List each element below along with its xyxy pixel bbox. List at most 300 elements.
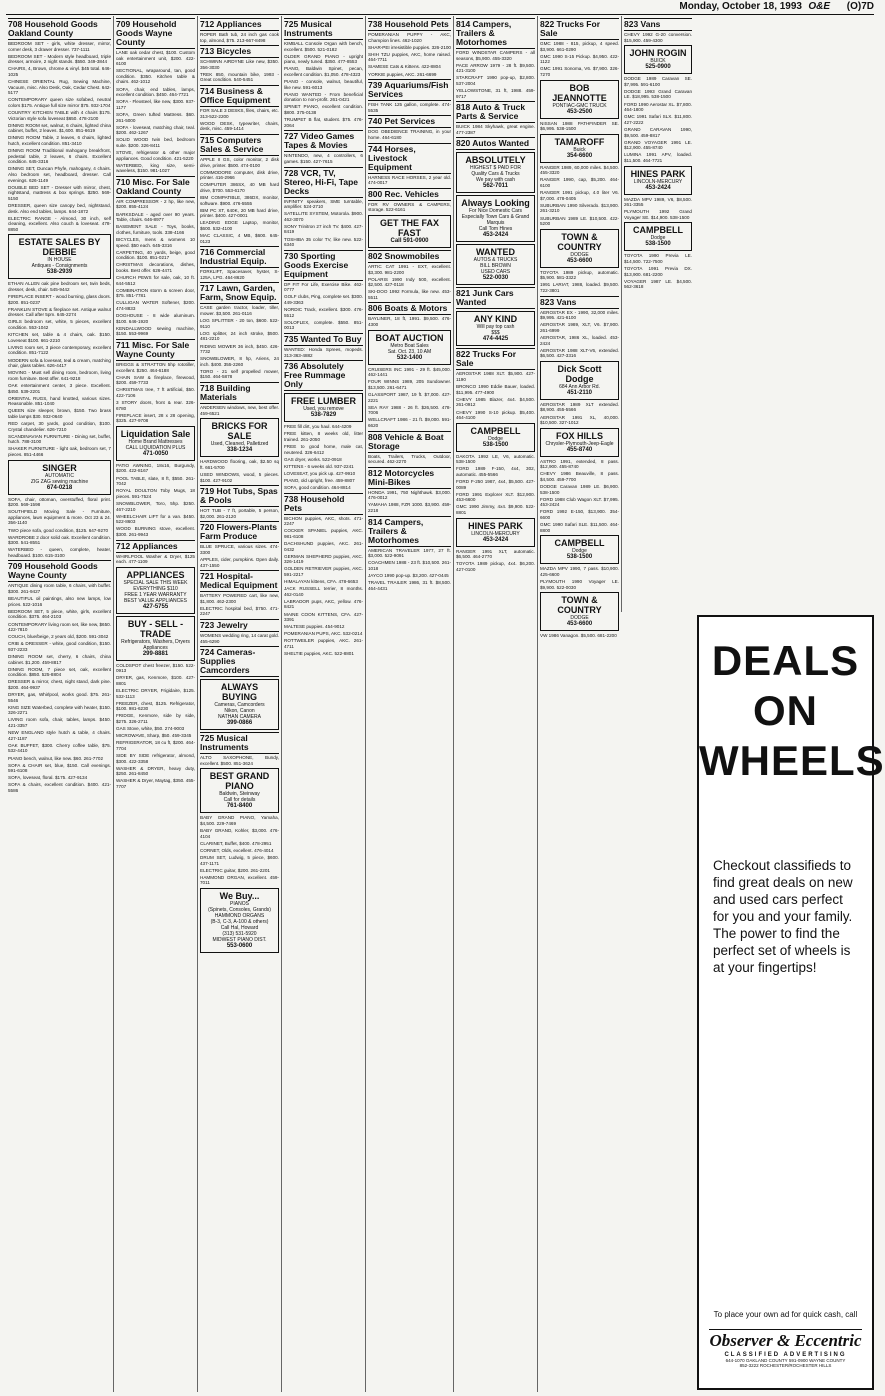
classified-ad: SIAMESE Cats & Kittens. 422-8804 bbox=[368, 64, 441, 70]
classified-ad: SOFA & chairs, excellent condition. $400. 421-5586 bbox=[8, 782, 111, 793]
classified-ad: TOYOTA 1989 pickup, 4x4. $6,200. 427-0100 bbox=[456, 561, 535, 572]
classified-ad: HIMALAYAN kittens, CFA. 478-6653 bbox=[284, 579, 358, 585]
classified-ad: RANGER 1989, 60,000 miles. $4,500. 455-3320 bbox=[540, 164, 619, 176]
classified-ad: FIREPLACE INSERT - wood burning, glass doors. $200. 851-0237 bbox=[8, 294, 111, 305]
display-ad-box bbox=[8, 234, 111, 279]
classified-ad: PATIO AWNING, 18x16, Burgundy, $200. 422-8167 bbox=[116, 462, 195, 474]
section-heading: 814 Campers, Trailers & Motorhomes bbox=[456, 18, 535, 49]
classified-ad: ELECTRIC DRYER, Frigidaire, $125. 532-1113 bbox=[116, 688, 195, 699]
classified-ad: WOOD BURNING stove, excellent. $300. 261-9943 bbox=[116, 526, 195, 537]
display-ad-box bbox=[456, 152, 535, 193]
classified-ad: GRAND CARAVAN 1990, $9,500. 459-8817 bbox=[624, 126, 692, 138]
display-ad-line: 471-0050 bbox=[142, 450, 169, 457]
classified-ad: GAS dryer, works. 522-0918 bbox=[284, 456, 342, 462]
classified-ad: FORD F-250 1987, 4x4, $5,500. 427-0089 bbox=[456, 479, 535, 490]
display-ad-line: 761-8400 bbox=[226, 803, 253, 810]
classified-ad: WOMENS wedding ring, 14 carat gold. 455-6290 bbox=[200, 633, 279, 644]
section-heading: 739 Aquariums/Fish Services bbox=[368, 79, 451, 101]
classified-ad: HARDWOOD flooring, oak, $2.50 sq ft. 661-5700 bbox=[200, 459, 279, 470]
classified-ad: DRESSER & mirror, chest, night stand, dark pine. $200. 464-9937 bbox=[8, 679, 111, 690]
classified-ad: RED carpet, 30 yards, good condition, $100. Crystal chandelier. 626-7210 bbox=[8, 420, 111, 432]
classified-ad: DINING ROOM set, walnut, 6 chairs, lighted china cabinet, buffet, 2 leaves. $1,600. 851-6619 bbox=[8, 122, 111, 134]
display-ad-line: MIDWEST PIANO DIST. bbox=[212, 936, 267, 943]
section-heading: 735 Wanted To Buy bbox=[284, 334, 362, 344]
display-ad-line: Used, Cleaned, Palletized bbox=[210, 441, 269, 448]
classified-ad: BEDROOM SET - Modern style headboard, triple dresser, armoire, 2 night stands. $550. 349-3844 bbox=[8, 53, 111, 65]
classified-ad: FOUR WINNS 1989, 205 Sundowner. $13,500. 261-6471 bbox=[368, 379, 451, 390]
display-ad-line: AUTOS & TRUCKS bbox=[473, 257, 518, 264]
display-ad-line: FREE LUMBER bbox=[291, 396, 356, 407]
section-heading: 823 Vans bbox=[624, 18, 692, 31]
classified-ad: LOG SPLITTER - 20 ton, $600. 522-9110 bbox=[200, 318, 279, 329]
display-ad-line: HIGHEST $ PAID FOR bbox=[470, 165, 521, 172]
classified-ad: ANTIQUE dining room table, 6 chairs, with buffet. $300. 261-9427 bbox=[8, 583, 111, 595]
classified-ad: FISH TANK 125 gallon, complete. 474-5535 bbox=[368, 102, 451, 113]
classified-column bbox=[6, 16, 114, 1392]
classified-ad: ROTTWEILER puppies, AKC. 261-4711 bbox=[284, 638, 363, 649]
classified-ad: SHELTIE puppies, AKC. 522-8801 bbox=[284, 651, 354, 657]
classified-ad: CHAIN SAW & fireplace, firewood, $200. 459-7733 bbox=[116, 374, 195, 386]
display-ad-box bbox=[540, 361, 619, 400]
classified-ad: STARCRAFT 1990 pop-up, $2,800. 537-2004 bbox=[456, 75, 535, 86]
display-ad-line: 562-7011 bbox=[482, 183, 509, 190]
classified-ad: PLYMOUTH 1992 Grand Voyager SE. $14,900. 538-1500 bbox=[624, 209, 692, 220]
classified-ad: DOG OBEDIENCE TRAINING, in your home. 464-6180 bbox=[368, 129, 451, 140]
classified-ad: SOLID WOOD twin bed, bedroom suite. $200. 326-8411 bbox=[116, 137, 195, 148]
display-ad-line: DODGE bbox=[570, 615, 589, 622]
classified-ad: RIDING MOWER 36 inch, $450. 426-7732 bbox=[200, 343, 279, 355]
classified-ad: SONY Trinitron 27 inch TV. $400. 427-8419 bbox=[284, 223, 363, 235]
display-ad-line: WANTED bbox=[476, 247, 515, 258]
classified-ad: 3 STORY doors, front & rear. 326-6780 bbox=[116, 400, 195, 411]
classified-ad: GMC 1991 Safari SLX. $11,800. 427-2222 bbox=[624, 114, 692, 125]
classified-ad: BAYLINER, 18 ft, 1991. $9,500. 476-4300 bbox=[368, 316, 451, 328]
display-ad-box bbox=[540, 428, 619, 457]
classified-ad: WOOD DESK, typewriter, chairs, desk, misc. 459-1414 bbox=[200, 120, 279, 132]
classified-ad: COMBINATION storm & screen door, $75. 851-7781 bbox=[116, 287, 195, 299]
classified-ad: DODGE 1993 Grand Caravan LE. $18,995. 538-1500 bbox=[624, 88, 692, 100]
display-ad-box bbox=[624, 45, 692, 74]
classified-ad: BASEMENT SALE - Toys, books, clothes, furniture, tools. 338-4166 bbox=[116, 224, 195, 235]
section-heading: 814 Campers, Trailers & Motorhomes bbox=[368, 516, 451, 547]
classified-ad: AEROSTAR 1988 XLT. $5,900. 427-1190 bbox=[456, 371, 535, 383]
classified-ad: ARTIC CAT 1991 - EXT, excellent. $3,300. 981-2200 bbox=[368, 263, 451, 275]
display-ad-line: Always Looking bbox=[461, 198, 530, 209]
classified-ad: SIDE BY SIDE refrigerator, almond, $300. 422-3358 bbox=[116, 753, 195, 764]
classified-ad: FORD WINDSTAR CAMPERS - all seasons, $5,900. 455-3320 bbox=[456, 50, 535, 61]
classified-ad: DINING SET, Duncan Phyfe, mahogany, 4 chairs. Also bedroom set, headboard, dresser. Call evenings. 626-1149 bbox=[8, 166, 111, 183]
section-heading: 800 Rec. Vehicles bbox=[368, 188, 451, 201]
display-ad-line: 453-2500 bbox=[566, 108, 593, 115]
logo-tagline: CLASSIFIED ADVERTISING bbox=[724, 1352, 847, 1358]
classified-ad: SOFA - loveseat, matching chair, teal. $200. 462-1267 bbox=[116, 124, 195, 136]
display-ad-box bbox=[116, 567, 195, 614]
classified-ad: FIREPLACE insert, 28 x 28 opening, $325. 427-9708 bbox=[116, 412, 195, 424]
classified-ad: FRANKLIN STOVE & fireplace set. Antique walnut dresser. Call after 5pm. 645-2274 bbox=[8, 306, 111, 318]
header-page-number: (O)7D bbox=[846, 1, 874, 12]
classified-ad: DACHSHUND puppies, AKC. 261-0432 bbox=[284, 541, 363, 552]
classified-ad: TOYOTA 1990 Previa LE. $14,500. 722-7500 bbox=[624, 253, 692, 264]
classified-ad: LANE oak cedar chest, $100. Custom oak entertainment unit, $200. 422-6100 bbox=[116, 50, 195, 67]
classified-ad: 1991 LARIAT, 1988, loaded. $9,500. 722-3801 bbox=[540, 282, 619, 293]
display-ad-box bbox=[116, 426, 195, 461]
classified-ad: FOR RV OWNERS & CAMPERS, storage. 522-6161 bbox=[368, 201, 451, 213]
classified-ad: CLARINET, Buffet, $400. 478-2951 bbox=[200, 840, 272, 846]
display-ad-line: Chrysler-Plymouth-Jeep-Eagle bbox=[545, 440, 614, 447]
display-ad-line: BEST VALUE APPLIANCES bbox=[124, 597, 187, 604]
display-ad-box bbox=[456, 195, 535, 242]
display-ad-line: 538-1500 bbox=[645, 241, 671, 248]
classified-ad: AEROSTAR, 1986 XL, loaded. 453-2424 bbox=[540, 334, 619, 346]
display-ad-line: 453-2424 bbox=[482, 536, 509, 543]
classified-ad: SUBURBAN 1989 LE. $10,500. 422-5200 bbox=[540, 215, 619, 227]
display-ad-line: 354-6600 bbox=[566, 152, 593, 159]
display-ad-line: Quality Cars & Trucks bbox=[471, 171, 520, 178]
classified-ad: OAK BUFFET, $300. Cherry coffee table, $75. 532-4410 bbox=[8, 742, 111, 754]
classified-ad: BRIGGS & STRATTON 5hp rototiller, excellent. $250. 464-6188 bbox=[116, 361, 195, 373]
classified-ad: WATERBED, king size, semi-waveless, $150. 981-1027 bbox=[116, 162, 195, 174]
classified-ad: COMPUTER 386SX, 40 MB hard drive, $700. 553-6170 bbox=[200, 182, 279, 193]
display-ad-line: NATHAN CAMERA bbox=[218, 714, 261, 721]
display-ad-line: $$$ bbox=[491, 330, 500, 337]
display-ad-line: EVERYTHING $110 bbox=[133, 585, 178, 592]
display-ad-line: 338-1234 bbox=[226, 447, 253, 454]
display-ad-box bbox=[540, 134, 619, 163]
classified-column bbox=[454, 16, 538, 1392]
classified-ad: NORDIC Track, excellent. $300. 476-5512 bbox=[284, 307, 363, 318]
section-heading: 723 Jewelry bbox=[200, 619, 279, 632]
display-ad-line: CAMPBELL bbox=[633, 225, 683, 236]
classified-ad: SUBURBAN 1990 Silverado. $13,900. 261-3210 bbox=[540, 202, 619, 214]
display-ad-box bbox=[456, 423, 535, 452]
classified-ad: ELECTRIC guitar, $200. 261-2201 bbox=[200, 867, 270, 873]
display-ad-line: ANY KIND bbox=[473, 314, 518, 325]
classified-column bbox=[538, 16, 622, 639]
classified-ad: SOLOFLEX, complete. $550. 851-0013 bbox=[284, 319, 363, 331]
classified-ad: KITCHEN set, table & 4 chairs, oak. $150. Loveseat $100. 661-2210 bbox=[8, 332, 111, 343]
classified-ad: BARKSDALE - aged over 90 years. Table, chairs. 646-8977 bbox=[116, 211, 195, 223]
classified-ad: AIR COMPRESSOR - 2 hp, like new, $200. 855-4124 bbox=[116, 198, 195, 210]
classified-ad: LUMINA 1991 APV, loaded. $11,500. 464-7721 bbox=[624, 152, 692, 163]
classified-ad: WARDROBE 2 door solid oak. Excellent condition. $300. 541-8551 bbox=[8, 534, 111, 546]
classified-ad: BICYCLES, mens & womens 10 speed. $50 each. 645-3316 bbox=[116, 236, 195, 248]
classified-ad: MICROWAVE, Sharp, $50. 459-3345 bbox=[116, 733, 192, 739]
classified-ad: BICHON puppies, AKC, shots. 471-2247 bbox=[284, 515, 363, 527]
display-ad-line: SINGER bbox=[42, 462, 77, 473]
section-heading: 712 Appliances bbox=[116, 540, 195, 553]
classified-ad: DINING ROOM, 7 piece set, oak, excellent condition. $850. 525-8804 bbox=[8, 666, 111, 678]
classified-ad: POLARIS 1990 Indy 500, excellent. $2,500. 427-0118 bbox=[368, 276, 451, 288]
classified-ad: ELECTRIC hospital bed, $750. 471-2247 bbox=[200, 605, 279, 617]
logo-name: Observer & Eccentric bbox=[709, 1331, 862, 1350]
classified-ad: NINTENDO, new, 4 controllers, 6 games. $150. 427-7615 bbox=[284, 153, 363, 164]
display-ad-line: TOWN & COUNTRY bbox=[557, 595, 602, 616]
section-heading: 818 Auto & Truck Parts & Service bbox=[456, 101, 535, 123]
section-heading: 724 Cameras-Supplies Camcorders bbox=[200, 646, 279, 677]
classified-ad: NEW ENGLAND style hutch & table, 4 chairs. 427-1187 bbox=[8, 730, 111, 741]
section-heading: 808 Vehicle & Boat Storage bbox=[368, 431, 451, 453]
classified-ad: IBM PC XT, 640K, 20 MB hard drive, printer. $400. 427-0001 bbox=[200, 207, 279, 219]
display-ad-line: BEST GRAND PIANO bbox=[209, 771, 270, 792]
classified-ad: ROYAL DOULTON Toby Mugs, 18 pieces. 591-7524 bbox=[116, 488, 195, 499]
classified-ad: SOFA, Green tufted Mattress. $60. 261-5000 bbox=[116, 111, 195, 123]
classified-ad: DINING ROOM set, cherry, 6 chairs, china cabinet. $1,200. 459-8817 bbox=[8, 654, 111, 665]
display-ad-line: CALL LIQUIDATION PLUS bbox=[125, 444, 186, 451]
classified-ad: SPINET PIANO, excellent condition. $800. 375-0138 bbox=[284, 104, 363, 116]
classified-ad: SOFA & CHAIR set, blue, $150. Call evenings. 591-6108 bbox=[8, 762, 111, 774]
classified-ad: DP FIT For Life, Exercise Bike. 462-0777 bbox=[284, 281, 363, 293]
classified-ad: POMERANIAN PUPPY - AKC, Champion lines. 462-1020 bbox=[368, 32, 451, 43]
section-heading: 716 Commercial Industrial Equip. bbox=[200, 246, 279, 268]
classified-ad: SOFA, chair, ottoman, overstuffed, floral print. $200. 569-1598 bbox=[8, 496, 111, 508]
classified-ad: CHRISTMAS tree, 7 ft artificial, $50. 422-7106 bbox=[116, 387, 195, 398]
display-ad-line: Baldwin, Steinway bbox=[219, 791, 260, 798]
classified-ad: CONTEMPORARY queen size sofabed, neutral colors $175. Antique full size mirror $75. 932-1704 bbox=[8, 97, 111, 108]
section-heading: 709 Household Goods Wayne County bbox=[8, 560, 111, 582]
classified-ad: TOYOTA 1989 pickup, automatic. $5,900. 581-3322 bbox=[540, 269, 619, 281]
classified-ad: CHEVY 1986 Beauville, 8 pass. $4,500. 459-7700 bbox=[540, 471, 619, 482]
section-heading: 744 Horses, Livestock Equipment bbox=[368, 143, 451, 174]
classified-ad: ORIENTAL RUGS, hand knotted, various sizes. Reasonable. 851-1040 bbox=[8, 395, 111, 407]
display-ad-box bbox=[456, 518, 535, 547]
section-heading: 822 Trucks For Sale bbox=[540, 18, 619, 40]
classified-ad: BEAUTIFUL oil paintings, also new lamps, low prices. 522-1016 bbox=[8, 596, 111, 607]
display-ad-line: Call 591-0900 bbox=[390, 237, 429, 244]
classified-ad: PIANO, old upright, free. 459-8807 bbox=[284, 477, 355, 483]
classified-ad: ELECTRIC RANGE - Almond, 30 inch, self cleaning, excellent. Also couch & loveseat. 478-8850 bbox=[8, 215, 111, 232]
section-heading: 710 Misc. For Sale Oakland County bbox=[116, 176, 195, 198]
display-ad-line: Appliances bbox=[143, 644, 168, 651]
display-ad-line: BRICKS FOR SALE bbox=[211, 421, 268, 442]
display-ad-line: PIANOS bbox=[230, 900, 249, 907]
classified-ad: TREK 850, mountain bike, 1993 - Great condition. 540-5451 bbox=[200, 71, 279, 83]
classified-ad: DOGHOUSE - 8 wide aluminum. $100. 646-1920 bbox=[116, 313, 195, 324]
classified-ad: RANGER 1991 pickup, 4.0 liter V6. $7,000. 478-0405 bbox=[540, 190, 619, 201]
display-ad-box bbox=[8, 460, 111, 495]
promo-headline-3: WHEELS bbox=[699, 737, 885, 784]
classified-ad: KING SIZE Waterbed, complete with heater, $150. 326-2271 bbox=[8, 704, 111, 716]
section-heading: 736 Absolutely Free Rummage Only bbox=[284, 360, 363, 391]
classified-ad: SHAR-PEI irresistible puppies. 326-2100 bbox=[368, 44, 451, 50]
section-heading: 711 Misc. For Sale Wayne County bbox=[116, 339, 195, 361]
section-heading: 730 Sporting Goods Exercise Equipment bbox=[284, 250, 363, 281]
classified-ad: FORD 1989 F-150, 4x4, 302, automatic. 455-5566 bbox=[456, 466, 535, 477]
classified-ad: POMERANIAN PUPS, AKC. 532-0214 bbox=[284, 631, 363, 637]
display-ad-line: Dodge bbox=[650, 235, 666, 242]
display-ad-line: 474-4425 bbox=[482, 336, 509, 343]
section-heading: 718 Building Materials bbox=[200, 382, 279, 404]
classified-ad: AEROSTAR 1989, XLT, V6. $7,900. 261-6999 bbox=[540, 322, 619, 333]
classified-ad: DRYER, gas, Kenmore, $100. 427-8801 bbox=[116, 675, 195, 686]
classified-ad: WASHER & DRYER, heavy duty, $250. 261-8450 bbox=[116, 765, 195, 777]
classified-ad: FOR SALE 3 DESKS, files, chairs, etc. 313-522-2200 bbox=[200, 108, 279, 119]
display-ad-line: ZIG ZAG sewing machine bbox=[30, 478, 89, 485]
display-ad-line: For Nice Domestic Cars bbox=[468, 208, 523, 215]
classified-ad: BEDROOM SET, 5 piece, white, girls, excellent condition. $375. 464-2103 bbox=[8, 608, 111, 620]
classified-ad: AEROSTAR 1989 XLT extended. $8,900. 455-5566 bbox=[540, 401, 619, 413]
classified-ad: AEROSTAR 1991 XL, 40,000. $10,500. 327-1012 bbox=[540, 414, 619, 426]
classified-ad: APPLES, cider, pumpkins. Open daily. 437-1550 bbox=[200, 557, 279, 568]
section-heading: 740 Pet Services bbox=[368, 115, 451, 128]
promo-headline-2: ON bbox=[753, 687, 818, 734]
display-ad-line: 553-0600 bbox=[226, 942, 253, 949]
classified-ad: NISSAN 1988 PATHFINDER SE. $6,995. 538-1500 bbox=[540, 120, 619, 132]
display-ad-line: Sat. Oct. 23, 10 AM bbox=[387, 348, 432, 355]
classified-ad: FORD 1990 Aerostar XL. $7,800. 464-1800 bbox=[624, 101, 692, 113]
display-ad-box bbox=[540, 229, 619, 268]
classified-ad: AEROSTAR 1988 XLT-V6, extended. $6,500. 427-3316 bbox=[540, 347, 619, 359]
classified-ad: WASHER & Dryer, Maytag, $350. 455-7707 bbox=[116, 778, 195, 789]
classified-ad: TRUMPET B flat, student. $75. 476-2064 bbox=[284, 117, 363, 128]
classified-ad: FORD 1992 E-150, $13,900. 354-6600 bbox=[540, 509, 619, 521]
classified-ad: KENDALLWOOD sewing machine, $150. 553-9969 bbox=[116, 325, 195, 337]
classified-ad: SECTIONAL, wraparound, tan, good condition. $350. Kitchen table & chairs. 462-1012 bbox=[116, 68, 195, 85]
classified-ad: CHURCH PEWS for sale, oak, 10 ft. 644-5512 bbox=[116, 275, 195, 286]
classified-ad: COCKER SPANIEL puppies, AKC. 981-6108 bbox=[284, 528, 363, 539]
display-ad-line: HAMMOND ORGANS bbox=[214, 912, 265, 919]
display-ad-line: Nikon, Canon bbox=[224, 708, 255, 715]
display-ad-line: Dick Scott Dodge bbox=[557, 363, 602, 384]
classified-ad: PIANO bench, walnut, like new. $60. 261-7702 bbox=[8, 755, 103, 761]
classified-column bbox=[282, 16, 366, 1392]
display-ad-line: APPLIANCES bbox=[126, 569, 185, 580]
classified-ad: TWO piece sofa, good condition, $125. 647-9270 bbox=[8, 527, 109, 533]
classified-column bbox=[114, 16, 198, 1392]
classified-ad: SOFA, good condition. 464-8814 bbox=[284, 485, 351, 491]
deals-on-wheels-promo bbox=[697, 615, 885, 1390]
display-ad-line: HINES PARK bbox=[630, 168, 686, 179]
classified-ad: MOVING - Must sell dining room, bedroom, living room furniture. Best offer. 641-9218 bbox=[8, 370, 111, 381]
display-ad-box bbox=[624, 222, 692, 251]
classified-ad: RANGER 1991 XLT, automatic. $6,500. 464-2770 bbox=[456, 548, 535, 560]
classified-ad: DODGE 1989 Caravan SE. $7,995. 591-6100 bbox=[624, 76, 692, 87]
section-heading: 820 Autos Wanted bbox=[456, 137, 535, 150]
section-heading: 715 Computers Sales & Service bbox=[200, 134, 279, 156]
classified-ad: OAK entertainment center, 3 piece. Excellent. $450. 539-2201 bbox=[8, 382, 111, 394]
classified-ad: CULLIGAN WATER Softener, $200. 474-8833 bbox=[116, 300, 195, 311]
section-heading: 720 Flowers-Plants Farm Produce bbox=[200, 522, 278, 542]
classified-ad: REFRIGERATOR, 18 cu ft, $200. 464-7704 bbox=[116, 740, 195, 751]
display-ad-box bbox=[456, 311, 535, 346]
classified-ad: OLDER GRAND PIANO - upright piano, newly tuned. $350. 477-8553 bbox=[284, 53, 363, 65]
display-ad-box bbox=[456, 244, 535, 285]
display-ad-line: Call Tom Hines bbox=[478, 226, 513, 233]
classified-ad: SNOWBLOWER, Toro, 5hp. $250. 467-2210 bbox=[116, 500, 195, 512]
section-heading: 802 Snowmobiles bbox=[368, 250, 451, 263]
classified-ad: PIANO, Baldwin Spinet, pecan, excellent condition. $1,050. 478-4323 bbox=[284, 66, 363, 77]
section-heading: 812 Motorcycles Mini-Bikes bbox=[368, 467, 451, 489]
section-heading: 708 Household Goods Oakland County bbox=[8, 18, 111, 40]
classified-ad: GOLF clubs, Ping, complete set. $300. 449-3363 bbox=[284, 294, 363, 306]
display-ad-box bbox=[540, 80, 619, 119]
classified-ad: ROPER Bath tub, 24 inch gas cook top, almond, $75. 213-667-8498 bbox=[200, 32, 279, 43]
classified-ad: CHINESE ORIENTAL Rug, Sewing Machine, Vacuum, misc. Also Desk, Oak, Cedar Chest. 642-5177 bbox=[8, 79, 111, 96]
display-ad-line: 674-0218 bbox=[46, 484, 73, 491]
display-ad-box bbox=[368, 330, 451, 365]
classified-ad: MAZDA MPV 1989, V6, $8,500. 261-3355 bbox=[624, 196, 692, 208]
classified-ad: SOFA - Flexsteel, like new, $300. 937-1177 bbox=[116, 99, 195, 110]
display-ad-line: 427-5755 bbox=[142, 603, 169, 610]
classified-ad: SATELLITE SYSTEM, Motorola. $900. 462-3070 bbox=[284, 211, 363, 222]
display-ad-line: (B-3, C-3, A-100 & others) bbox=[210, 918, 269, 925]
classified-ad: CRIB & DRESSER - white, good condition, $150. 937-2233 bbox=[8, 641, 111, 652]
display-ad-line: 538-2939 bbox=[46, 269, 73, 276]
classified-ad: LOVESEAT, you pick up. 427-9910 bbox=[284, 470, 356, 476]
display-ad-line: (313) 531-5920 bbox=[222, 930, 257, 937]
classified-ad: HARNESS RACE HORSES, 2 year old. 474-0017 bbox=[368, 174, 451, 186]
classified-ad: GRAND VOYAGER 1991 LE. $12,900. 455-8740 bbox=[624, 139, 692, 151]
display-ad-line: 538-7829 bbox=[310, 412, 337, 419]
classified-ad: PACE ARROW 1979 - 28 ft. $9,500. 421-3100 bbox=[456, 62, 535, 74]
classified-ad: BABY GRAND, Kohler, $3,000. 476-4104 bbox=[200, 828, 279, 839]
classified-ad: YAMAHA 1988, FZR 1000. $3,900. 459-2218 bbox=[368, 502, 451, 514]
classified-ad: INFINITY speakers, SME turntable, amplifier. 524-2710 bbox=[284, 198, 363, 210]
classified-ad: HOT TUB - 7 ft, portable, 5 person, $2,000. 261-2120 bbox=[200, 508, 279, 519]
classified-ad: FREEZER, chest, $125. Refrigerator, $100. 981-6230 bbox=[116, 700, 195, 712]
classified-ad: PLYMOUTH 1990 Voyager LE. $9,900. 522-0030 bbox=[540, 579, 619, 590]
classified-ad: LIVING room set, 3 piece contemporary, excellent condition. 851-7122 bbox=[8, 344, 111, 356]
logo-phones-2: 852-3222 ROCHESTER/ROCHESTER HILLS bbox=[739, 1363, 832, 1368]
display-ad-line: 455-8740 bbox=[566, 446, 593, 453]
display-ad-line: TAMAROFF bbox=[554, 136, 605, 147]
section-heading: 712 Appliances bbox=[200, 18, 279, 31]
classified-ad: BUICK 1984 Skyhawk, great engine. 477-2387 bbox=[456, 124, 535, 135]
display-ad-box bbox=[116, 616, 195, 661]
classified-ad: COMMODORE computer, disk drive, printer. 416-2966 bbox=[200, 169, 279, 181]
display-ad-line: BILL BROWN bbox=[480, 263, 511, 270]
section-heading: 719 Hot Tubs, Spas & Pools bbox=[200, 486, 278, 506]
display-ad-line: 538-1500 bbox=[482, 441, 509, 448]
display-ad-line: TOWN & COUNTRY bbox=[557, 231, 602, 252]
display-ad-line: We pay with cash bbox=[475, 177, 516, 184]
classified-ad: ASTRO 1991, extended, 8 pass. $12,900. 455-8740 bbox=[540, 458, 619, 470]
section-heading: 714 Business & Office Equipment bbox=[200, 85, 279, 107]
display-ad-box bbox=[540, 535, 619, 564]
display-ad-line: GET THE FAX FAST bbox=[379, 217, 439, 238]
classified-ad: SCHWINN AIRDYNE Like new, $350. 356-3030 bbox=[200, 59, 279, 70]
classified-ad: BEDROOM SET - girls, white dresser, mirror, corner desk, 3 drawer dresser. 737-1111 bbox=[8, 41, 111, 52]
classified-ad: MAZDA MPV 1990, 7 pass. $10,900. 425-6600 bbox=[540, 566, 619, 577]
display-ad-line: ABSOLUTELY bbox=[465, 155, 526, 166]
classified-ad: TORO - 21 self propelled mower, $150. 464-5878 bbox=[200, 368, 279, 380]
promo-headline-1: DEALS bbox=[711, 637, 860, 684]
display-ad-line: (Spinets, Consoles, Grands) bbox=[208, 906, 271, 913]
classified-ad: ALTO SAXOPHONE, Bundy, excellent. $500. 851-3624 bbox=[200, 755, 279, 766]
display-ad-box bbox=[368, 215, 451, 248]
classified-ad: GMC 1991 Sonoma, V6. $7,900. 326-7270 bbox=[540, 66, 619, 77]
display-ad-line: ALWAYS BUYING bbox=[220, 682, 259, 703]
classified-ad: FORD 1991 Explorer XLT. $12,900. 453-6600 bbox=[456, 491, 535, 503]
classified-ad: GLASSPORT 1987, 19 ft. $7,000. 427-2221 bbox=[368, 392, 451, 403]
display-ad-line: CAMPBELL bbox=[554, 538, 605, 549]
classified-ad: COACHMEN 1988 - 23 ft. $10,500. 261-1018 bbox=[368, 560, 451, 571]
display-ad-line: 453-6600 bbox=[566, 257, 593, 264]
classified-ad: CARPETING, 40 yards, beige, good condition. $100. 851-0217 bbox=[116, 249, 195, 261]
classified-ad: HONDA 1991, 750 Nighthawk. $3,000. 476-0012 bbox=[368, 489, 451, 501]
display-ad-box bbox=[284, 393, 363, 422]
section-heading: 822 Trucks For Sale bbox=[456, 348, 535, 370]
display-ad-line: Dodge bbox=[572, 548, 587, 555]
display-ad-line: DODGE bbox=[570, 251, 589, 258]
display-ad-line: 532-1400 bbox=[396, 354, 423, 361]
classified-ad: WHIRLPOOL Washer & Dryer, $125 each. 477-1109 bbox=[116, 553, 195, 565]
display-ad-line: 399-0866 bbox=[226, 720, 253, 727]
classified-ad: CHRISTMAS decorations, dishes, books. Best offer. 626-4471 bbox=[116, 262, 195, 273]
classified-ad: SEA RAY 1988 - 26 ft. $26,500. 478-7006 bbox=[368, 404, 451, 416]
display-ad-line: USED CARS bbox=[480, 269, 511, 276]
classified-ad: JAYCO 1990 pop-up. $3,200. 427-0445 bbox=[368, 573, 449, 579]
display-ad-line: PONTIAC-GMC TRUCK bbox=[552, 102, 607, 109]
